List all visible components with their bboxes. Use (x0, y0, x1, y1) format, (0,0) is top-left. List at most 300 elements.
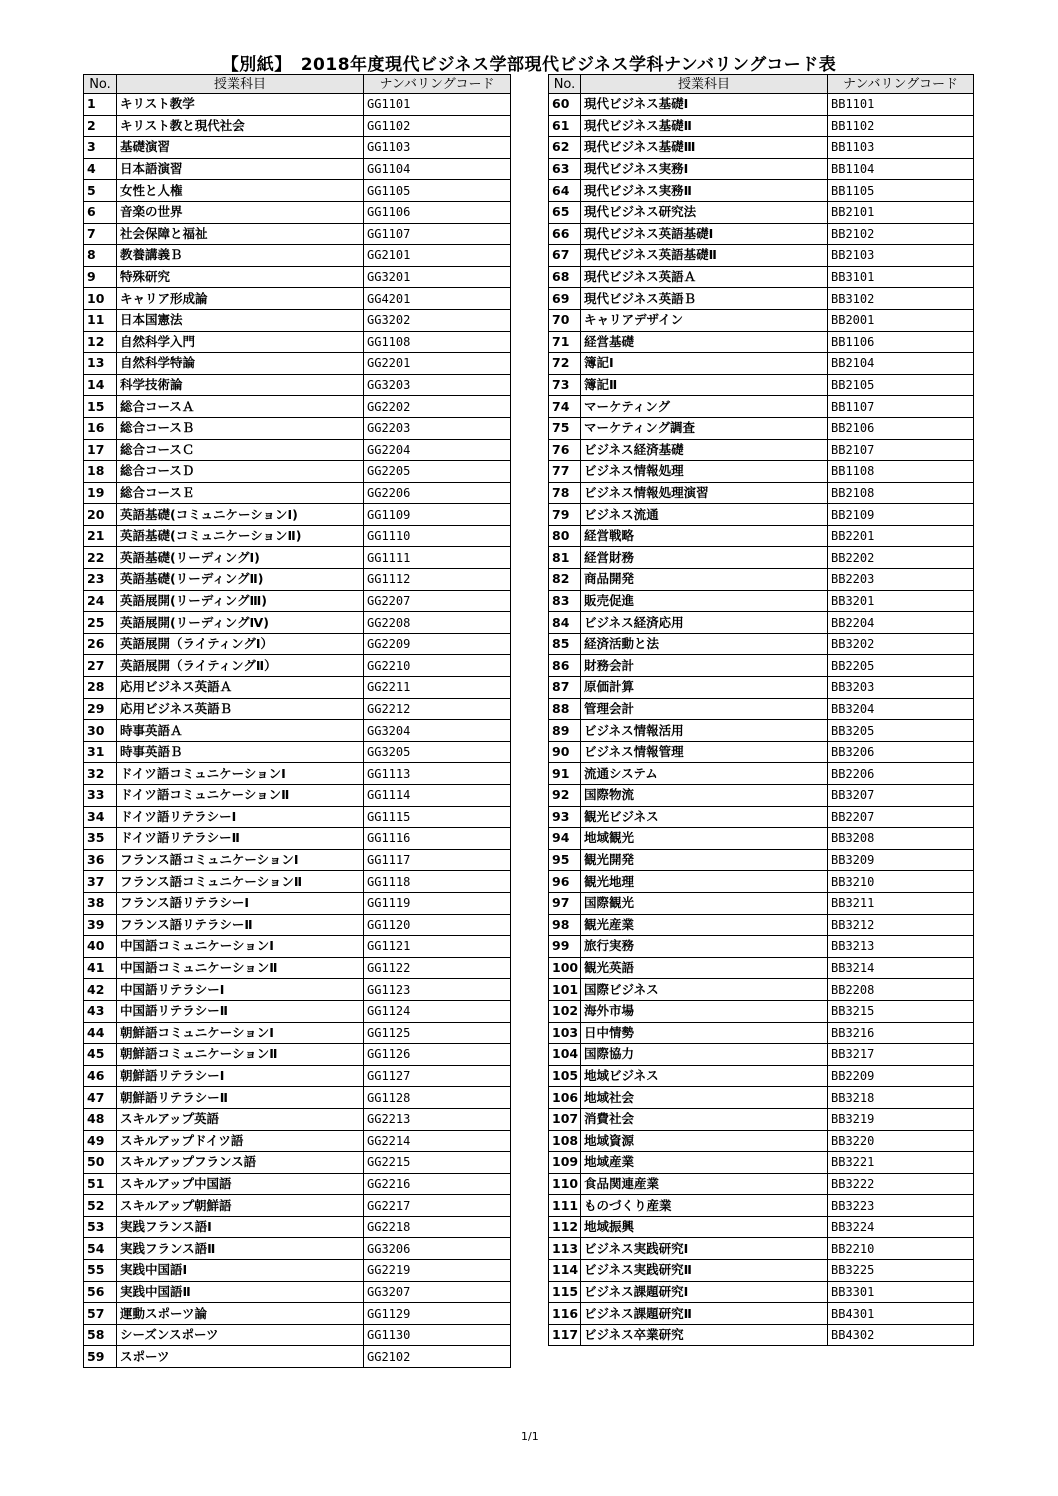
row-number: 16 (84, 417, 117, 439)
subject-name: 管理会計 (581, 698, 828, 720)
subject-name: 旅行実務 (581, 936, 828, 958)
numbering-code: BB2208 (828, 979, 974, 1001)
row-number: 60 (549, 94, 581, 116)
subject-name: 応用ビジネス英語Ｂ (117, 698, 364, 720)
subject-name: 観光ビジネス (581, 806, 828, 828)
table-row (84, 1065, 511, 1087)
subject-name: フランス語リテラシーⅡ (117, 914, 364, 936)
subject-name: 中国語リテラシーⅡ (117, 1000, 364, 1022)
table-row (84, 763, 511, 785)
table-row (549, 94, 974, 116)
table-row (84, 353, 511, 375)
table-row (549, 1130, 974, 1152)
numbering-code: BB3209 (828, 849, 974, 871)
subject-name: 時事英語Ａ (117, 720, 364, 742)
subject-name: 現代ビジネス実務Ⅱ (581, 180, 828, 202)
subject-name: 英語展開（ライティングⅠ） (117, 633, 364, 655)
subject-name: 国際物流 (581, 785, 828, 807)
subject-name: 商品開発 (581, 569, 828, 591)
numbering-code: GG2206 (364, 482, 511, 504)
numbering-code: GG1104 (364, 158, 511, 180)
table-row (549, 871, 974, 893)
table-row (84, 1238, 511, 1260)
subject-name: ドイツ語コミュニケーションⅡ (117, 785, 364, 807)
subject-name: 観光産業 (581, 914, 828, 936)
table-row (549, 936, 974, 958)
subject-name: 食品関連産業 (581, 1173, 828, 1195)
table-row (549, 374, 974, 396)
table-row (84, 914, 511, 936)
subject-name: 中国語コミュニケーションⅠ (117, 936, 364, 958)
numbering-code: BB3301 (828, 1281, 974, 1303)
row-number: 67 (549, 245, 581, 267)
numbering-code: BB2102 (828, 223, 974, 245)
row-number: 17 (84, 439, 117, 461)
numbering-code: GG2101 (364, 245, 511, 267)
row-number: 94 (549, 828, 581, 850)
numbering-code: GG2203 (364, 417, 511, 439)
row-number: 27 (84, 655, 117, 677)
row-number: 79 (549, 504, 581, 526)
table-row (549, 914, 974, 936)
row-number: 46 (84, 1065, 117, 1087)
numbering-code: GG1101 (364, 94, 511, 116)
row-number: 81 (549, 547, 581, 569)
row-number: 36 (84, 849, 117, 871)
row-number: 87 (549, 677, 581, 699)
numbering-code: BB2105 (828, 374, 974, 396)
row-number: 5 (84, 180, 117, 202)
table-row (84, 1108, 511, 1130)
numbering-code: BB1101 (828, 94, 974, 116)
row-number: 117 (549, 1324, 581, 1346)
table-row (84, 1173, 511, 1195)
subject-name: 応用ビジネス英語Ａ (117, 677, 364, 699)
subject-name: 実践フランス語Ⅱ (117, 1238, 364, 1260)
numbering-code: BB2001 (828, 309, 974, 331)
subject-name: 教養講義Ｂ (117, 245, 364, 267)
table-row (84, 266, 511, 288)
row-number: 61 (549, 115, 581, 137)
row-number: 95 (549, 849, 581, 871)
subject-name: 現代ビジネス基礎Ⅰ (581, 94, 828, 116)
numbering-code: GG1120 (364, 914, 511, 936)
numbering-code: GG1102 (364, 115, 511, 137)
page-number: 1/1 (521, 1430, 539, 1443)
subject-name: ドイツ語コミュニケーションⅠ (117, 763, 364, 785)
subject-name: 基礎演習 (117, 137, 364, 159)
table-row (84, 1152, 511, 1174)
table-row (84, 504, 511, 526)
subject-name: フランス語コミュニケーションⅠ (117, 849, 364, 871)
row-number: 4 (84, 158, 117, 180)
table-row (84, 612, 511, 634)
subject-name: ビジネス情報処理演習 (581, 482, 828, 504)
row-number: 103 (549, 1022, 581, 1044)
subject-name: ビジネス情報管理 (581, 741, 828, 763)
row-number: 71 (549, 331, 581, 353)
table-row (549, 223, 974, 245)
table-row (549, 201, 974, 223)
row-number: 115 (549, 1281, 581, 1303)
subject-name: ビジネス情報処理 (581, 461, 828, 483)
subject-name: 地域振興 (581, 1216, 828, 1238)
row-number: 114 (549, 1260, 581, 1282)
subject-name: フランス語コミュニケーションⅡ (117, 871, 364, 893)
table-row (549, 331, 974, 353)
subject-name: 現代ビジネス基礎Ⅲ (581, 137, 828, 159)
subject-name: 日本国憲法 (117, 309, 364, 331)
subject-name: 総合コースＤ (117, 461, 364, 483)
numbering-code: BB1108 (828, 461, 974, 483)
table-row (549, 806, 974, 828)
table-row (84, 655, 511, 677)
row-number: 14 (84, 374, 117, 396)
row-number: 30 (84, 720, 117, 742)
header-no: No. (84, 75, 117, 94)
subject-name: 英語展開(リーディングⅣ) (117, 612, 364, 634)
row-number: 72 (549, 353, 581, 375)
subject-name: シーズンスポーツ (117, 1324, 364, 1346)
table-row (549, 1195, 974, 1217)
numbering-code: BB3213 (828, 936, 974, 958)
table-row (84, 1195, 511, 1217)
subject-name: 経営財務 (581, 547, 828, 569)
row-number: 18 (84, 461, 117, 483)
numbering-code: BB4302 (828, 1324, 974, 1346)
numbering-code: BB2206 (828, 763, 974, 785)
numbering-code: GG1107 (364, 223, 511, 245)
row-number: 110 (549, 1173, 581, 1195)
table-row (549, 979, 974, 1001)
numbering-code: BB1104 (828, 158, 974, 180)
subject-name: 販売促進 (581, 590, 828, 612)
table-row (549, 245, 974, 267)
row-number: 55 (84, 1260, 117, 1282)
numbering-code: BB3218 (828, 1087, 974, 1109)
row-number: 42 (84, 979, 117, 1001)
table-row (549, 1108, 974, 1130)
table-row (84, 1000, 511, 1022)
numbering-code: GG3206 (364, 1238, 511, 1260)
header-subject: 授業科目 (581, 75, 828, 94)
table-row (84, 1346, 511, 1368)
table-row (549, 612, 974, 634)
row-number: 106 (549, 1087, 581, 1109)
table-row (549, 633, 974, 655)
table-row (84, 439, 511, 461)
numbering-code: GG1124 (364, 1000, 511, 1022)
numbering-code: GG1116 (364, 828, 511, 850)
subject-name: ビジネス実践研究Ⅱ (581, 1260, 828, 1282)
numbering-code: GG2211 (364, 677, 511, 699)
row-number: 22 (84, 547, 117, 569)
table-row (549, 353, 974, 375)
numbering-code: BB2109 (828, 504, 974, 526)
numbering-code: GG1103 (364, 137, 511, 159)
numbering-code: GG1108 (364, 331, 511, 353)
table-row (84, 417, 511, 439)
row-number: 99 (549, 936, 581, 958)
table-row (549, 266, 974, 288)
subject-name: キリスト教学 (117, 94, 364, 116)
numbering-code: GG1117 (364, 849, 511, 871)
table-row (549, 1065, 974, 1087)
subject-name: 消費社会 (581, 1108, 828, 1130)
numbering-code: GG1115 (364, 806, 511, 828)
subject-name: 国際協力 (581, 1044, 828, 1066)
numbering-code: BB3223 (828, 1195, 974, 1217)
row-number: 104 (549, 1044, 581, 1066)
table-row (84, 309, 511, 331)
row-number: 90 (549, 741, 581, 763)
table-row (84, 590, 511, 612)
table-row (84, 223, 511, 245)
subject-name: キャリアデザイン (581, 309, 828, 331)
subject-name: 現代ビジネス研究法 (581, 201, 828, 223)
row-number: 11 (84, 309, 117, 331)
numbering-code: GG2204 (364, 439, 511, 461)
numbering-code: GG2213 (364, 1108, 511, 1130)
subject-name: ビジネス課題研究Ⅰ (581, 1281, 828, 1303)
row-number: 1 (84, 94, 117, 116)
table-row (84, 1281, 511, 1303)
row-number: 3 (84, 137, 117, 159)
row-number: 85 (549, 633, 581, 655)
subject-name: 地域資源 (581, 1130, 828, 1152)
table-row (84, 374, 511, 396)
table-row (84, 94, 511, 116)
subject-name: 実践フランス語Ⅰ (117, 1216, 364, 1238)
table-row (84, 1324, 511, 1346)
subject-name: ビジネス卒業研究 (581, 1324, 828, 1346)
row-number: 39 (84, 914, 117, 936)
table-row (84, 201, 511, 223)
table-row (549, 569, 974, 591)
header-code: ナンバリングコード (828, 75, 974, 94)
table-row (549, 1260, 974, 1282)
table-row (84, 741, 511, 763)
row-number: 10 (84, 288, 117, 310)
numbering-code: GG1110 (364, 525, 511, 547)
table-row (549, 115, 974, 137)
numbering-code: GG2219 (364, 1260, 511, 1282)
subject-name: 科学技術論 (117, 374, 364, 396)
row-number: 101 (549, 979, 581, 1001)
numbering-code: GG3203 (364, 374, 511, 396)
row-number: 65 (549, 201, 581, 223)
row-number: 76 (549, 439, 581, 461)
subject-name: 観光開発 (581, 849, 828, 871)
numbering-code: GG1125 (364, 1022, 511, 1044)
subject-name: ビジネス流通 (581, 504, 828, 526)
row-number: 91 (549, 763, 581, 785)
subject-name: 自然科学入門 (117, 331, 364, 353)
subject-name: スキルアップ中国語 (117, 1173, 364, 1195)
numbering-code: GG4201 (364, 288, 511, 310)
table-row (84, 396, 511, 418)
numbering-code: BB2107 (828, 439, 974, 461)
subject-name: 英語基礎(リーディングⅠ) (117, 547, 364, 569)
subject-name: ビジネス実践研究Ⅰ (581, 1238, 828, 1260)
numbering-code: GG1129 (364, 1303, 511, 1325)
subject-name: 総合コースＥ (117, 482, 364, 504)
table-body-right (549, 94, 974, 1346)
subject-name: ビジネス経済応用 (581, 612, 828, 634)
row-number: 41 (84, 957, 117, 979)
row-number: 92 (549, 785, 581, 807)
subject-name: 財務会計 (581, 655, 828, 677)
numbering-code: BB2108 (828, 482, 974, 504)
subject-name: 観光英語 (581, 957, 828, 979)
numbering-code: GG1119 (364, 892, 511, 914)
row-number: 89 (549, 720, 581, 742)
subject-name: 観光地理 (581, 871, 828, 893)
numbering-code: BB3201 (828, 590, 974, 612)
subject-name: ドイツ語リテラシーⅠ (117, 806, 364, 828)
row-number: 20 (84, 504, 117, 526)
numbering-code: BB3205 (828, 720, 974, 742)
table-row (84, 1216, 511, 1238)
numbering-code: GG1118 (364, 871, 511, 893)
numbering-code: GG1113 (364, 763, 511, 785)
row-number: 51 (84, 1173, 117, 1195)
table-row (549, 698, 974, 720)
numbering-code: GG1114 (364, 785, 511, 807)
table-row (84, 115, 511, 137)
page-title: 【別紙】 2018年度現代ビジネス学部現代ビジネス学科ナンバリングコード表 (221, 55, 837, 75)
numbering-code: BB2104 (828, 353, 974, 375)
subject-name: 地域観光 (581, 828, 828, 850)
table-row (84, 482, 511, 504)
row-number: 73 (549, 374, 581, 396)
table-row (549, 417, 974, 439)
numbering-code: GG2215 (364, 1152, 511, 1174)
row-number: 32 (84, 763, 117, 785)
numbering-code: GG1126 (364, 1044, 511, 1066)
row-number: 53 (84, 1216, 117, 1238)
numbering-code: BB2209 (828, 1065, 974, 1087)
subject-name: 朝鮮語リテラシーⅡ (117, 1087, 364, 1109)
table-row (549, 547, 974, 569)
table-row (84, 137, 511, 159)
subject-name: 簿記Ⅰ (581, 353, 828, 375)
numbering-code: BB1107 (828, 396, 974, 418)
row-number: 105 (549, 1065, 581, 1087)
header-no: No. (549, 75, 581, 94)
numbering-code: GG1127 (364, 1065, 511, 1087)
row-number: 49 (84, 1130, 117, 1152)
numbering-code: GG3207 (364, 1281, 511, 1303)
table-row (84, 461, 511, 483)
numbering-code: BB3203 (828, 677, 974, 699)
numbering-code: GG2205 (364, 461, 511, 483)
table-row (84, 288, 511, 310)
row-number: 7 (84, 223, 117, 245)
table-row (549, 1087, 974, 1109)
row-number: 107 (549, 1108, 581, 1130)
subject-name: 英語基礎(リーディングⅡ) (117, 569, 364, 591)
table-row (84, 1022, 511, 1044)
subject-name: 実践中国語Ⅱ (117, 1281, 364, 1303)
table-row (549, 849, 974, 871)
table-row (549, 1216, 974, 1238)
subject-name: スキルアップドイツ語 (117, 1130, 364, 1152)
subject-name: スキルアップフランス語 (117, 1152, 364, 1174)
numbering-code: BB2207 (828, 806, 974, 828)
numbering-code: BB1105 (828, 180, 974, 202)
row-number: 78 (549, 482, 581, 504)
subject-name: スキルアップ朝鮮語 (117, 1195, 364, 1217)
table-row (549, 525, 974, 547)
table-row (84, 828, 511, 850)
row-number: 84 (549, 612, 581, 634)
table-row (549, 785, 974, 807)
numbering-code: GG1105 (364, 180, 511, 202)
table-row (84, 245, 511, 267)
table-row (84, 1260, 511, 1282)
subject-name: フランス語リテラシーⅠ (117, 892, 364, 914)
table-row (84, 871, 511, 893)
numbering-code: BB1103 (828, 137, 974, 159)
numbering-table-left (83, 74, 511, 1368)
subject-name: 英語展開（ライティングⅡ） (117, 655, 364, 677)
row-number: 80 (549, 525, 581, 547)
table-row (84, 1303, 511, 1325)
row-number: 93 (549, 806, 581, 828)
row-number: 112 (549, 1216, 581, 1238)
table-row (84, 677, 511, 699)
numbering-code: BB2203 (828, 569, 974, 591)
subject-name: 経営基礎 (581, 331, 828, 353)
subject-name: 日本語演習 (117, 158, 364, 180)
numbering-code: GG2202 (364, 396, 511, 418)
table-row (84, 331, 511, 353)
numbering-code: BB2205 (828, 655, 974, 677)
numbering-code: BB2202 (828, 547, 974, 569)
table-row (549, 741, 974, 763)
subject-name: 中国語コミュニケーションⅡ (117, 957, 364, 979)
row-number: 2 (84, 115, 117, 137)
row-number: 116 (549, 1303, 581, 1325)
row-number: 25 (84, 612, 117, 634)
subject-name: 流通システム (581, 763, 828, 785)
table-row (84, 633, 511, 655)
numbering-code: BB3217 (828, 1044, 974, 1066)
row-number: 54 (84, 1238, 117, 1260)
table-row (549, 1022, 974, 1044)
table-row (549, 763, 974, 785)
numbering-code: BB2103 (828, 245, 974, 267)
numbering-code: GG2217 (364, 1195, 511, 1217)
numbering-code: BB3206 (828, 741, 974, 763)
row-number: 21 (84, 525, 117, 547)
row-number: 77 (549, 461, 581, 483)
row-number: 66 (549, 223, 581, 245)
table-row (549, 180, 974, 202)
row-number: 82 (549, 569, 581, 591)
table-row (84, 180, 511, 202)
subject-name: 中国語リテラシーⅠ (117, 979, 364, 1001)
table-row (549, 158, 974, 180)
numbering-code: GG2208 (364, 612, 511, 634)
subject-name: 英語基礎(コミュニケーションⅡ) (117, 525, 364, 547)
table-row (549, 957, 974, 979)
table-row (84, 698, 511, 720)
numbering-code: GG1130 (364, 1324, 511, 1346)
numbering-code: GG2102 (364, 1346, 511, 1368)
subject-name: 現代ビジネス英語Ａ (581, 266, 828, 288)
